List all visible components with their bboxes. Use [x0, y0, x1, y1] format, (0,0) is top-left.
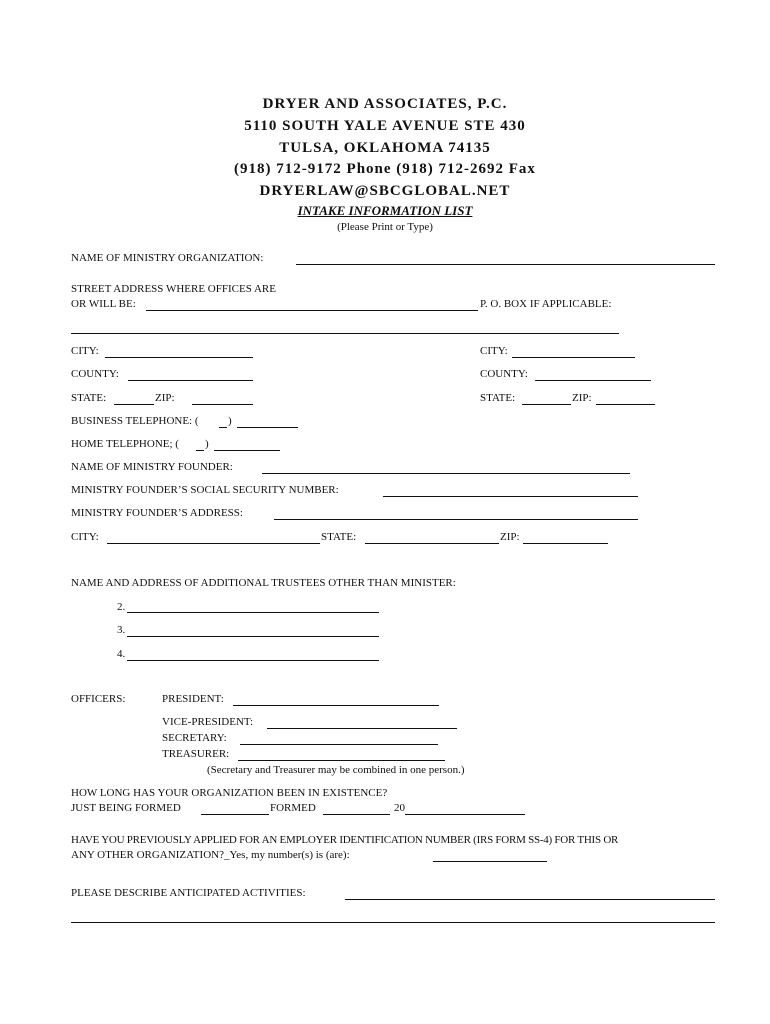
activities-label: PLEASE DESCRIBE ANTICIPATED ACTIVITIES: [71, 887, 306, 899]
ministry-org-label: NAME OF MINISTRY ORGANIZATION: [71, 252, 264, 264]
state-label-left: STATE: [71, 392, 107, 404]
founder-ssn-label: MINISTRY FOUNDER’S SOCIAL SECURITY NUMBER: [71, 484, 339, 496]
secretary-field[interactable] [240, 744, 438, 745]
home-phone-label: HOME TELEPHONE; ( [71, 438, 179, 450]
founder-name-field[interactable] [262, 473, 630, 474]
city-field-right[interactable] [512, 357, 635, 358]
ministry-org-field[interactable] [296, 264, 715, 265]
city-label-left: CITY: [71, 345, 99, 357]
county-label-right: COUNTY: [480, 368, 528, 380]
county-field-right[interactable] [535, 380, 651, 381]
officers-label: OFFICERS: [71, 693, 126, 705]
trustee-number-4: 4. [117, 648, 126, 660]
home-phone-field[interactable] [214, 450, 280, 451]
founder-city-label: CITY: [71, 531, 99, 543]
founder-state-label: STATE: [321, 531, 357, 543]
officers-note: (Secretary and Treasurer may be combined in one person.) [207, 764, 465, 776]
city-label-right: CITY: [480, 345, 508, 357]
year-prefix: 20 [394, 802, 405, 814]
vice-president-field[interactable] [267, 728, 457, 729]
business-phone-label: BUSINESS TELEPHONE: ( [71, 415, 199, 427]
zip-field-right[interactable] [596, 404, 655, 405]
secretary-label: SECRETARY: [162, 732, 227, 744]
vice-president-label: VICE-PRESIDENT: [162, 716, 254, 728]
business-phone-field[interactable] [237, 427, 298, 428]
ein-number-field[interactable] [433, 861, 547, 862]
county-label-left: COUNTY: [71, 368, 119, 380]
year-field[interactable] [405, 814, 525, 815]
trustee-field-3[interactable] [127, 636, 379, 637]
zip-label-right: ZIP: [572, 392, 592, 404]
trustee-number-2: 2. [117, 601, 126, 613]
home-phone-paren: ) [205, 438, 209, 450]
existence-question: HOW LONG HAS YOUR ORGANIZATION BEEN IN EXISTENCE? [71, 787, 388, 799]
founder-city-field[interactable] [107, 543, 320, 544]
just-formed-label: JUST BEING FORMED [71, 802, 181, 814]
trustee-number-3: 3. [117, 624, 126, 636]
founder-address-label: MINISTRY FOUNDER’S ADDRESS: [71, 507, 243, 519]
president-label: PRESIDENT: [162, 693, 224, 705]
trustees-label: NAME AND ADDRESS OF ADDITIONAL TRUSTEES OTHER THAN MINISTER: [71, 577, 456, 589]
business-phone-paren: ) [228, 415, 232, 427]
street-address-label-1: STREET ADDRESS WHERE OFFICES ARE [71, 283, 276, 295]
treasurer-label: TREASURER: [162, 748, 230, 760]
state-label-right: STATE: [480, 392, 516, 404]
trustee-field-2[interactable] [127, 612, 379, 613]
form-instruction: (Please Print or Type) [337, 221, 433, 233]
activities-field[interactable] [345, 899, 715, 900]
state-field-left[interactable] [114, 404, 154, 405]
founder-zip-field[interactable] [523, 543, 608, 544]
founder-address-field[interactable] [274, 519, 638, 520]
firm-phone: (918) 712-9172 Phone (918) 712-2692 Fax [234, 161, 536, 177]
street-address-field[interactable] [146, 310, 478, 311]
city-field-left[interactable] [105, 357, 253, 358]
state-field-right[interactable] [522, 404, 571, 405]
firm-address: 5110 SOUTH YALE AVENUE STE 430 [244, 118, 526, 134]
home-area-code-field[interactable] [196, 450, 204, 451]
founder-state-field[interactable] [365, 543, 499, 544]
treasurer-field[interactable] [238, 760, 445, 761]
president-field[interactable] [233, 705, 439, 706]
form-title: INTAKE INFORMATION LIST [297, 203, 473, 218]
business-area-code-field[interactable] [219, 427, 227, 428]
founder-name-label: NAME OF MINISTRY FOUNDER: [71, 461, 233, 473]
trustee-field-4[interactable] [127, 660, 379, 661]
formed-field[interactable] [323, 814, 390, 815]
county-field-left[interactable] [128, 380, 253, 381]
ein-question-line2: ANY OTHER ORGANIZATION?_Yes, my number(s) is (are): [71, 849, 350, 861]
activities-field-continued[interactable] [71, 922, 715, 923]
ein-question-line1: HAVE YOU PREVIOUSLY APPLIED FOR AN EMPLOYER IDENTIFICATION NUMBER (IRS FORM SS-4) FOR THIS OR [71, 834, 619, 846]
founder-zip-label: ZIP: [500, 531, 520, 543]
firm-city: TULSA, OKLAHOMA 74135 [279, 140, 491, 156]
po-box-label: P. O. BOX IF APPLICABLE: [480, 298, 612, 310]
just-formed-field[interactable] [201, 814, 269, 815]
zip-field-left[interactable] [192, 404, 253, 405]
zip-label-left: ZIP: [155, 392, 175, 404]
street-address-label-2: OR WILL BE: [71, 298, 136, 310]
firm-email: DRYERLAW@SBCGLOBAL.NET [259, 183, 511, 199]
address-continuation-field[interactable] [71, 333, 619, 334]
firm-name: DRYER AND ASSOCIATES, P.C. [262, 96, 508, 112]
formed-label: FORMED [270, 802, 316, 814]
founder-ssn-field[interactable] [383, 496, 638, 497]
